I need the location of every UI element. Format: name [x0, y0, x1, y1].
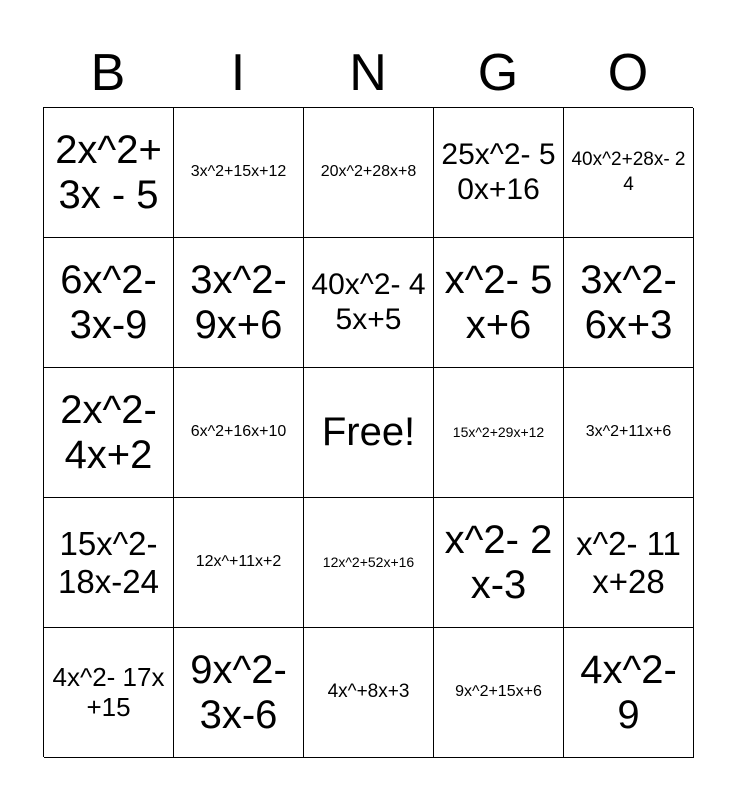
bingo-cell[interactable] [564, 108, 694, 238]
bingo-cell-text: 3x^2- 6x+3 [580, 257, 677, 347]
bingo-cell-text: 3x^2+11x+6 [585, 423, 672, 441]
bingo-cell[interactable] [304, 498, 434, 628]
bingo-cell[interactable] [174, 238, 304, 368]
bingo-cell[interactable] [434, 238, 564, 368]
bingo-header [43, 38, 693, 108]
bingo-cell-text: 20x^2+28x+8 [320, 163, 417, 181]
bingo-cell-text: 6x^2- 3x-9 [60, 257, 157, 347]
bingo-cell[interactable] [564, 628, 694, 758]
bingo-cell-text: 12x^+11x+2 [195, 553, 282, 571]
bingo-cell-text: 4x^+8x+3 [327, 681, 410, 703]
bingo-cell-text: 40x^2- 45x+5 [311, 268, 426, 336]
bingo-cell-text: 3x^2+15x+12 [190, 163, 287, 181]
bingo-cell-text: x^2- 11x+28 [576, 524, 681, 600]
bingo-cell-text: 9x^2- 3x-6 [190, 647, 287, 737]
header-letter-i: I [230, 44, 246, 102]
header-letter-o: O [607, 44, 649, 102]
bingo-card-grid [43, 107, 693, 757]
bingo-cell[interactable] [304, 628, 434, 758]
bingo-cell-text: 15x^2+29x+12 [452, 424, 545, 441]
bingo-cell-text: 3x^2- 9x+6 [190, 257, 287, 347]
bingo-cell-text: 4x^2- 17x+15 [52, 661, 165, 722]
bingo-cell[interactable] [44, 628, 174, 758]
bingo-cell-text: 4x^2- 9 [580, 647, 677, 737]
bingo-cell-text: 25x^2- 50x+16 [441, 138, 556, 206]
bingo-cell[interactable] [304, 238, 434, 368]
bingo-cell[interactable] [174, 498, 304, 628]
bingo-cell[interactable] [304, 108, 434, 238]
bingo-cell[interactable] [44, 238, 174, 368]
bingo-cell-text: x^2- 5x+6 [444, 257, 553, 347]
bingo-cell[interactable] [564, 238, 694, 368]
bingo-cell[interactable] [434, 498, 564, 628]
bingo-cell[interactable] [564, 368, 694, 498]
bingo-cell[interactable] [434, 108, 564, 238]
bingo-cell[interactable] [564, 498, 694, 628]
bingo-cell-text: 9x^2+15x+6 [455, 683, 542, 701]
free-space-cell[interactable] [304, 368, 434, 498]
bingo-cell[interactable] [44, 498, 174, 628]
bingo-cell[interactable] [174, 108, 304, 238]
bingo-cell-text: x^2- 2x-3 [444, 517, 553, 607]
bingo-cell-text: 6x^2+16x+10 [190, 423, 287, 441]
bingo-cell-text: 12x^2+52x+16 [322, 554, 415, 571]
header-letter-b: B [90, 44, 126, 102]
header-letter-n: N [349, 44, 387, 102]
bingo-cell[interactable] [44, 108, 174, 238]
bingo-cell[interactable] [174, 628, 304, 758]
bingo-cell-text: 40x^2+28x- 24 [571, 148, 686, 195]
bingo-cell-text: 2x^2- 4x+2 [60, 387, 157, 477]
bingo-cell[interactable] [434, 628, 564, 758]
bingo-cell[interactable] [174, 368, 304, 498]
bingo-cell[interactable] [44, 368, 174, 498]
bingo-cell-text: 15x^2- 18x-24 [58, 524, 159, 600]
bingo-cell[interactable] [434, 368, 564, 498]
bingo-cell-text: Free! [321, 410, 416, 455]
bingo-cell-text: 2x^2+ 3x - 5 [55, 127, 162, 217]
header-letter-g: G [477, 44, 519, 102]
